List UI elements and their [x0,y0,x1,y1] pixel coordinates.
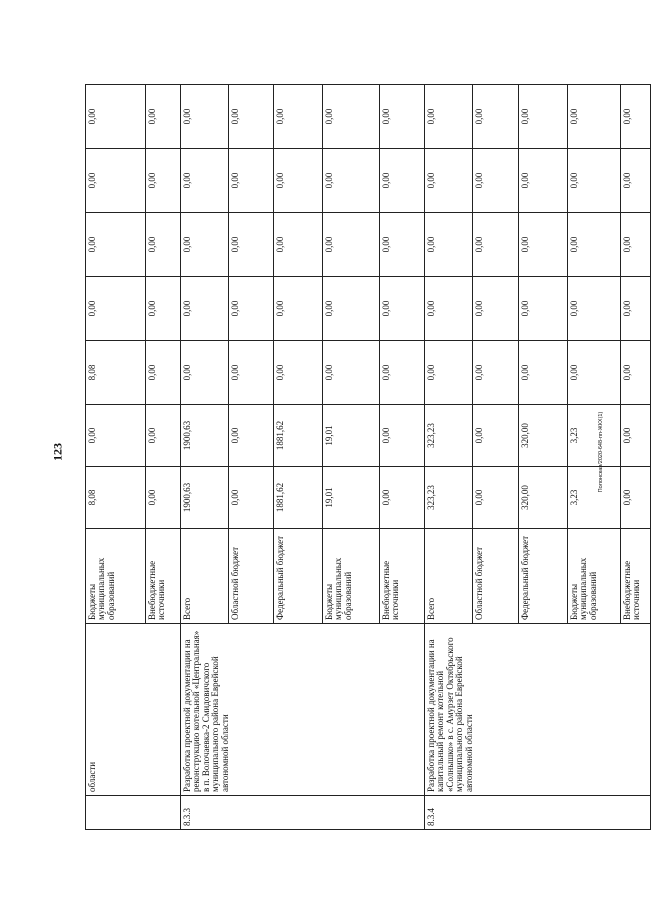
funding-source-cell: Бюджеты муниципальных образований [323,529,380,624]
amount-cell: 0,00 [621,149,651,213]
measure-name-cell: Разработка проектной документации на реконструкцию котельной «Центральная» в п. Волочаевка-2 Смидовичского муниципального района Еврейской автономной области [181,624,425,796]
amount-cell: 0,00 [86,213,146,277]
amount-cell: 0,00 [181,341,229,405]
amount-cell: 0,00 [181,85,229,149]
funding-source-cell: Всего [181,529,229,624]
amount-cell: 0,00 [568,277,621,341]
amount-cell: 0,00 [473,149,519,213]
amount-cell: 0,00 [473,341,519,405]
amount-cell: 0,00 [425,149,473,213]
funding-source-cell: Внебюджетные источники [380,529,425,624]
amount-cell: 0,00 [519,213,568,277]
amount-cell: 0,00 [380,405,425,467]
amount-cell: 0,00 [146,277,181,341]
amount-cell: 8,08 [86,467,146,529]
amount-cell: 0,00 [621,213,651,277]
measure-name-cell: области [86,624,181,796]
item-number-cell [86,796,181,830]
amount-cell: 0,00 [181,149,229,213]
amount-cell: 0,00 [146,405,181,467]
funding-source-cell: Областной бюджет [229,529,274,624]
amount-cell: 0,00 [146,85,181,149]
amount-cell: 0,00 [274,277,323,341]
amount-cell: 0,00 [229,405,274,467]
table-row [86,85,146,830]
budget-table [85,84,651,830]
amount-cell: 0,00 [229,277,274,341]
amount-cell: 0,00 [323,341,380,405]
amount-cell: 0,00 [86,85,146,149]
amount-cell: 0,00 [146,341,181,405]
amount-cell: 0,00 [229,467,274,529]
amount-cell: 0,00 [323,149,380,213]
amount-cell: 0,00 [181,213,229,277]
amount-cell: 323,23 [425,467,473,529]
funding-source-cell: Внебюджетные источники [146,529,181,624]
amount-cell: 0,00 [473,213,519,277]
amount-cell: 320,00 [519,467,568,529]
amount-cell: 0,00 [323,85,380,149]
amount-cell: 0,00 [229,149,274,213]
amount-cell: 0,00 [380,341,425,405]
amount-cell: 1900,63 [181,405,229,467]
amount-cell: 0,00 [380,85,425,149]
amount-cell: 0,00 [274,213,323,277]
amount-cell: 0,00 [473,277,519,341]
amount-cell: 0,00 [621,467,651,529]
amount-cell: 0,00 [229,213,274,277]
amount-cell: 3,23 [568,467,621,529]
amount-cell: 0,00 [519,341,568,405]
table-row [425,85,473,830]
amount-cell: 0,00 [473,467,519,529]
amount-cell: 0,00 [380,277,425,341]
amount-cell: 3,23 [568,405,621,467]
funding-source-cell: Внебюджетные источники [621,529,651,624]
funding-source-cell: Федеральный бюджет [274,529,323,624]
amount-cell: 323,23 [425,405,473,467]
amount-cell: 0,00 [568,85,621,149]
funding-source-cell: Бюджеты муниципальных образований [86,529,146,624]
amount-cell: 19,01 [323,467,380,529]
document-reference: Полонская/2020-648-пп-ЖКХ(1) [598,411,604,493]
amount-cell: 0,00 [146,213,181,277]
amount-cell: 0,00 [229,85,274,149]
amount-cell: 0,00 [425,277,473,341]
amount-cell: 0,00 [86,405,146,467]
amount-cell: 0,00 [519,85,568,149]
amount-cell: 0,00 [274,149,323,213]
amount-cell: 0,00 [181,277,229,341]
item-number-cell: 8.3.4 [425,796,651,830]
amount-cell: 0,00 [519,277,568,341]
amount-cell: 0,00 [425,85,473,149]
amount-cell: 19,01 [323,405,380,467]
amount-cell: 0,00 [473,85,519,149]
amount-cell: 0,00 [568,149,621,213]
amount-cell: 0,00 [621,341,651,405]
amount-cell: 1881,62 [274,467,323,529]
amount-cell: 0,00 [323,213,380,277]
amount-cell: 1900,63 [181,467,229,529]
amount-cell: 0,00 [323,277,380,341]
funding-source-cell: Областной бюджет [473,529,519,624]
funding-source-cell: Федеральный бюджет [519,529,568,624]
amount-cell: 0,00 [621,85,651,149]
amount-cell: 0,00 [621,277,651,341]
amount-cell: 0,00 [274,341,323,405]
amount-cell: 1881,62 [274,405,323,467]
amount-cell: 0,00 [519,149,568,213]
amount-cell: 0,00 [229,341,274,405]
amount-cell: 0,00 [146,149,181,213]
amount-cell: 8,08 [86,341,146,405]
amount-cell: 0,00 [86,277,146,341]
amount-cell: 0,00 [473,405,519,467]
page-number: 123 [50,443,65,461]
amount-cell: 0,00 [380,149,425,213]
amount-cell: 0,00 [86,149,146,213]
amount-cell: 0,00 [568,341,621,405]
amount-cell: 0,00 [425,341,473,405]
amount-cell: 0,00 [274,85,323,149]
amount-cell: 0,00 [425,213,473,277]
measure-name-cell: Разработка проектной документации на капитальный ремонт котельной «Солнышко» в с. Амурзет Октябрьского муниципального района Еврейской автономной области [425,624,651,796]
amount-cell: 320,00 [519,405,568,467]
funding-source-cell: Бюджеты муниципальных образований [568,529,621,624]
amount-cell: 0,00 [146,467,181,529]
amount-cell: 0,00 [380,213,425,277]
amount-cell: 0,00 [621,405,651,467]
table-row [181,85,229,830]
amount-cell: 0,00 [568,213,621,277]
funding-source-cell: Всего [425,529,473,624]
amount-cell: 0,00 [380,467,425,529]
table-body [86,85,651,830]
item-number-cell: 8.3.3 [181,796,425,830]
